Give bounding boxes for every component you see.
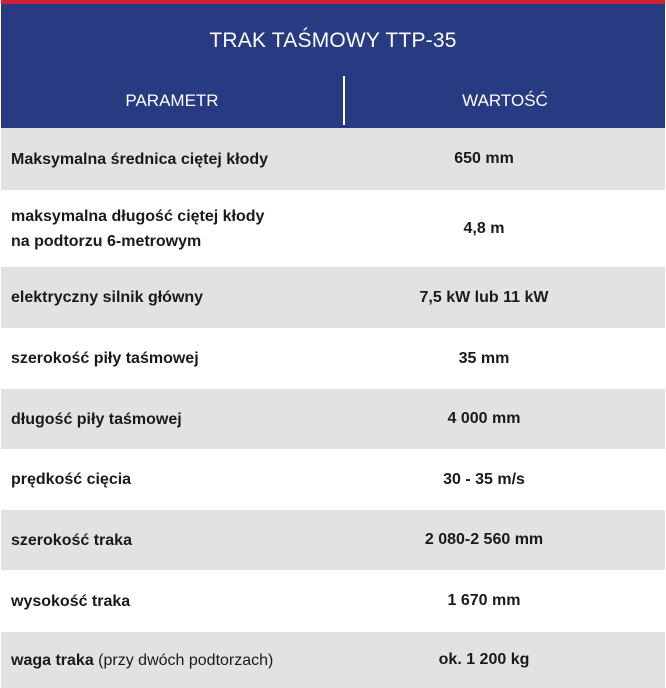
row-value: 2 080-2 560 mm [424, 531, 544, 548]
row-value: 7,5 kW lub 11 kW [419, 288, 549, 306]
row-value: 650 mm [454, 150, 514, 167]
row-param: długość piły taśmowej [11, 410, 182, 428]
row-value: 35 mm [458, 349, 510, 367]
table-header [1, 74, 665, 128]
table-title-text: TRAK TAŚMOWY TTP-35 [209, 29, 457, 52]
table-row [1, 632, 665, 688]
row-param: elektryczny silnik główny [11, 289, 204, 306]
spec-table [1, 0, 665, 688]
table-row [1, 389, 665, 449]
row-param-line1: maksymalna długość ciętej kłody [11, 207, 265, 225]
table-row [1, 328, 665, 389]
row-param-note: (przy dwóch podtorzach) [98, 651, 274, 669]
row-param-main: waga traka [11, 651, 94, 669]
row-param: Maksymalna średnica ciętej kłody [11, 150, 269, 168]
table-row [1, 128, 665, 190]
row-value: 4,8 m [463, 219, 505, 237]
row-param: wysokość traka [11, 592, 131, 610]
header-parameter: PARAMETR [125, 91, 219, 110]
table-row [1, 449, 665, 510]
row-param: prędkość cięcia [11, 471, 132, 488]
row-value: 4 000 mm [447, 410, 521, 427]
row-param: szerokość traka [11, 531, 132, 549]
row-value: ok. 1 200 kg [438, 651, 530, 668]
row-param: szerokość piły taśmowej [11, 350, 199, 367]
row-param [1, 648, 343, 673]
table-row [1, 190, 665, 267]
row-param-line2: na podtorzu 6-metrowym [11, 232, 202, 250]
table-title [1, 4, 665, 74]
row-value: 1 670 mm [447, 592, 521, 609]
header-value: WARTOŚĆ [462, 91, 548, 110]
table-row [1, 570, 665, 632]
row-value: 30 - 35 m/s [443, 470, 525, 488]
row-param [1, 204, 343, 254]
table-row [1, 267, 665, 328]
table-row [1, 510, 665, 570]
